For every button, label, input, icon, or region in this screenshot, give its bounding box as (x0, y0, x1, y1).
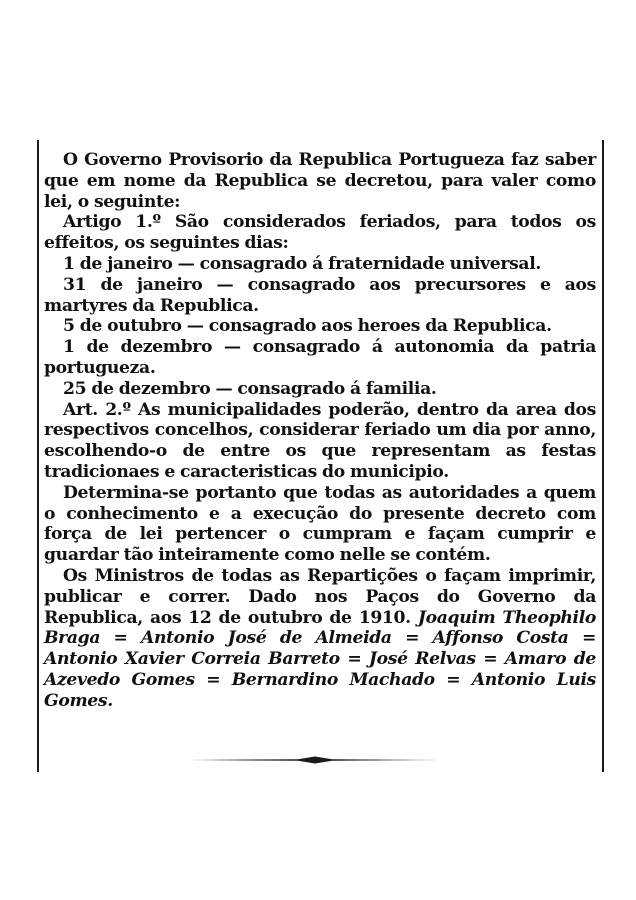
article-1-label: Artigo 1.º (63, 212, 161, 233)
closing-text: Os Ministros de todas as Repartições o façam imprimir, publicar e correr. Dado nos Paços do Governo da Republica, aos 12 de outubro de 1910. (44, 565, 596, 628)
right-column-rule (602, 140, 604, 772)
end-of-decree-rule (190, 756, 440, 764)
left-column-rule (37, 140, 39, 772)
holiday-item: 31 de janeiro — consagrado aos precursores e aos martyres da Republica. (44, 274, 596, 316)
article-2-label: Art. 2.º (63, 399, 131, 420)
closing-paragraph (44, 566, 596, 712)
article-1 (44, 212, 596, 254)
holiday-item: 25 de dezembro — consagrado á familia. (63, 378, 437, 399)
holiday-item: 5 de outubro — consagrado aos heroes da Republica. (63, 316, 552, 337)
holiday-item: 1 de janeiro — consagrado á fraternidade universal. (63, 253, 542, 274)
holiday-item: 1 de dezembro — consagrado á autonomia da patria portugueza. (44, 337, 596, 378)
determination-paragraph: Determina-se portanto que todas as autoridades a quem o conhecimento e a execução do presente decreto com força de lei pertencer o cumpram e façam cumprir e guardar tão inteiramente como nelle se contém. (44, 482, 596, 566)
article-2-text: As municipalidades poderão, dentro da area dos respectivos concelhos, considerar feriado um dia por anno, escolhendo-o de entre os que representam as festas tradicionaes e caracteristicas do municipio. (44, 399, 596, 482)
decree-intro: O Governo Provisorio da Republica Portugueza faz saber que em nome da Republica se decretou, para valer como lei, o seguinte: (44, 150, 596, 212)
article-1-text: São considerados feriados, para todos os effeitos, os seguintes dias: (44, 212, 596, 254)
article-2 (44, 400, 596, 483)
signatories: Joaquim Theophilo Braga = Antonio José de Almeida = Affonso Costa = Antonio Xavier Correia Barreto = José Relvas = Amaro de Azevedo Gomes = Bernardino Machado = Antonio Luis Gomes. (44, 607, 597, 711)
decree-text-column (44, 150, 596, 712)
